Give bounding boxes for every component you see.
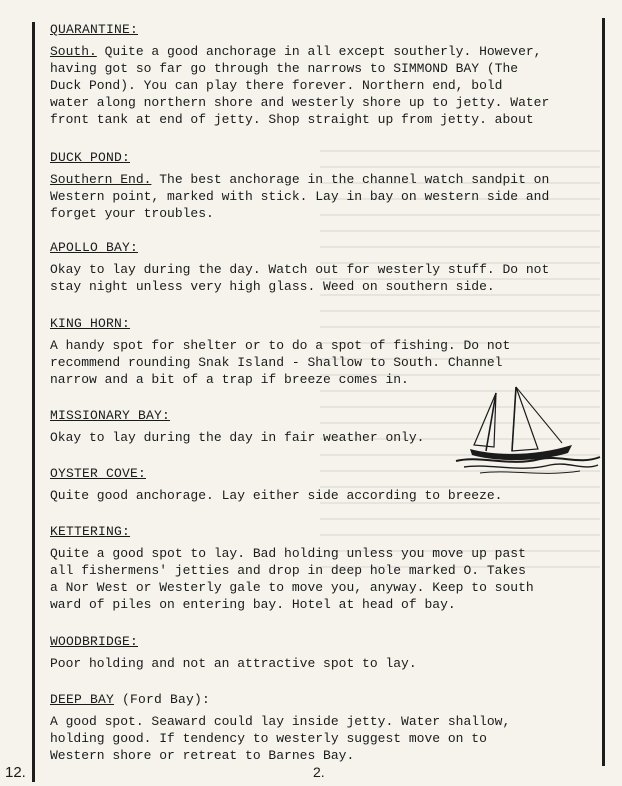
section-body bbox=[50, 337, 602, 388]
heading-label: OYSTER COVE: bbox=[50, 466, 147, 481]
section-body bbox=[50, 261, 602, 295]
body-line: Quite a good anchorage in all except southerly. However, bbox=[96, 44, 542, 59]
sailboat-illustration bbox=[450, 385, 602, 477]
body-line: forget your troubles. bbox=[50, 206, 214, 221]
section-king-horn bbox=[50, 316, 602, 388]
body-line: Okay to lay during the day. Watch out for westerly stuff. Do not bbox=[50, 262, 550, 277]
section-heading bbox=[50, 22, 602, 37]
body-line: Quite good anchorage. Lay either side according to breeze. bbox=[50, 488, 503, 503]
page-number-center: 2. bbox=[313, 764, 325, 780]
lead-phrase: Southern End. bbox=[50, 172, 152, 187]
heading-label: DUCK POND: bbox=[50, 150, 131, 165]
body-line: front tank at end of jetty. Shop straight up from jetty. about bbox=[50, 112, 534, 127]
body-line: having got so far go through the narrows to SIMMOND BAY (The bbox=[50, 61, 519, 76]
lead-phrase: South. bbox=[50, 44, 97, 59]
body-line: narrow and a bit of a trap if breeze comes in. bbox=[50, 372, 409, 387]
section-quarantine bbox=[50, 22, 602, 128]
section-body bbox=[50, 713, 602, 764]
heading-label: KETTERING: bbox=[50, 524, 131, 539]
body-line: recommend rounding Snak Island - Shallow to South. Channel bbox=[50, 355, 503, 370]
body-line: all fishermens' jetties and drop in deep hole marked O. Takes bbox=[50, 563, 526, 578]
body-line: Quite a good spot to lay. Bad holding unless you move up past bbox=[50, 546, 526, 561]
heading-label: KING HORN: bbox=[50, 316, 131, 331]
left-margin-rule bbox=[32, 22, 35, 782]
right-margin-rule bbox=[602, 18, 605, 766]
page-number-left: 12. bbox=[5, 764, 26, 781]
heading-label: WOODBRIDGE: bbox=[50, 634, 139, 649]
section-body bbox=[50, 545, 602, 613]
section-duck-pond bbox=[50, 150, 602, 222]
heading-suffix: (Ford Bay): bbox=[114, 692, 211, 707]
section-body bbox=[50, 171, 602, 222]
section-heading bbox=[50, 524, 602, 539]
section-heading bbox=[50, 240, 602, 255]
section-heading bbox=[50, 150, 602, 165]
section-deep-bay bbox=[50, 692, 602, 764]
body-line: a Nor West or Westerly gale to move you, anyway. Keep to south bbox=[50, 580, 534, 595]
section-heading bbox=[50, 692, 602, 707]
body-line: A good spot. Seaward could lay inside jetty. Water shallow, bbox=[50, 714, 511, 729]
section-woodbridge bbox=[50, 634, 602, 672]
body-line: ward of piles on entering bay. Hotel at head of bay. bbox=[50, 597, 456, 612]
heading-label: MISSIONARY BAY: bbox=[50, 408, 171, 423]
heading-label: QUARANTINE: bbox=[50, 22, 139, 37]
section-kettering bbox=[50, 524, 602, 613]
body-line: Poor holding and not an attractive spot to lay. bbox=[50, 656, 417, 671]
body-line: holding good. If tendency to westerly suggest move on to bbox=[50, 731, 487, 746]
body-line: Duck Pond). You can play there forever. Northern end, bold bbox=[50, 78, 503, 93]
section-body bbox=[50, 487, 602, 504]
section-apollo-bay bbox=[50, 240, 602, 295]
section-body bbox=[50, 43, 602, 128]
body-line: Western point, marked with stick. Lay in bay on western side and bbox=[50, 189, 550, 204]
body-line: A handy spot for shelter or to do a spot of fishing. Do not bbox=[50, 338, 511, 353]
body-line: Okay to lay during the day in fair weather only. bbox=[50, 430, 425, 445]
body-line: The best anchorage in the channel watch sandpit on bbox=[151, 172, 550, 187]
heading-label: APOLLO BAY: bbox=[50, 240, 139, 255]
body-line: water along northern shore and westerly shore up to jetty. Water bbox=[50, 95, 550, 110]
heading-label: DEEP BAY bbox=[50, 692, 115, 707]
body-line: Western shore or retreat to Barnes Bay. bbox=[50, 748, 355, 763]
body-line: stay night unless very high glass. Weed on southern side. bbox=[50, 279, 495, 294]
section-heading bbox=[50, 634, 602, 649]
section-body bbox=[50, 655, 602, 672]
section-heading bbox=[50, 316, 602, 331]
